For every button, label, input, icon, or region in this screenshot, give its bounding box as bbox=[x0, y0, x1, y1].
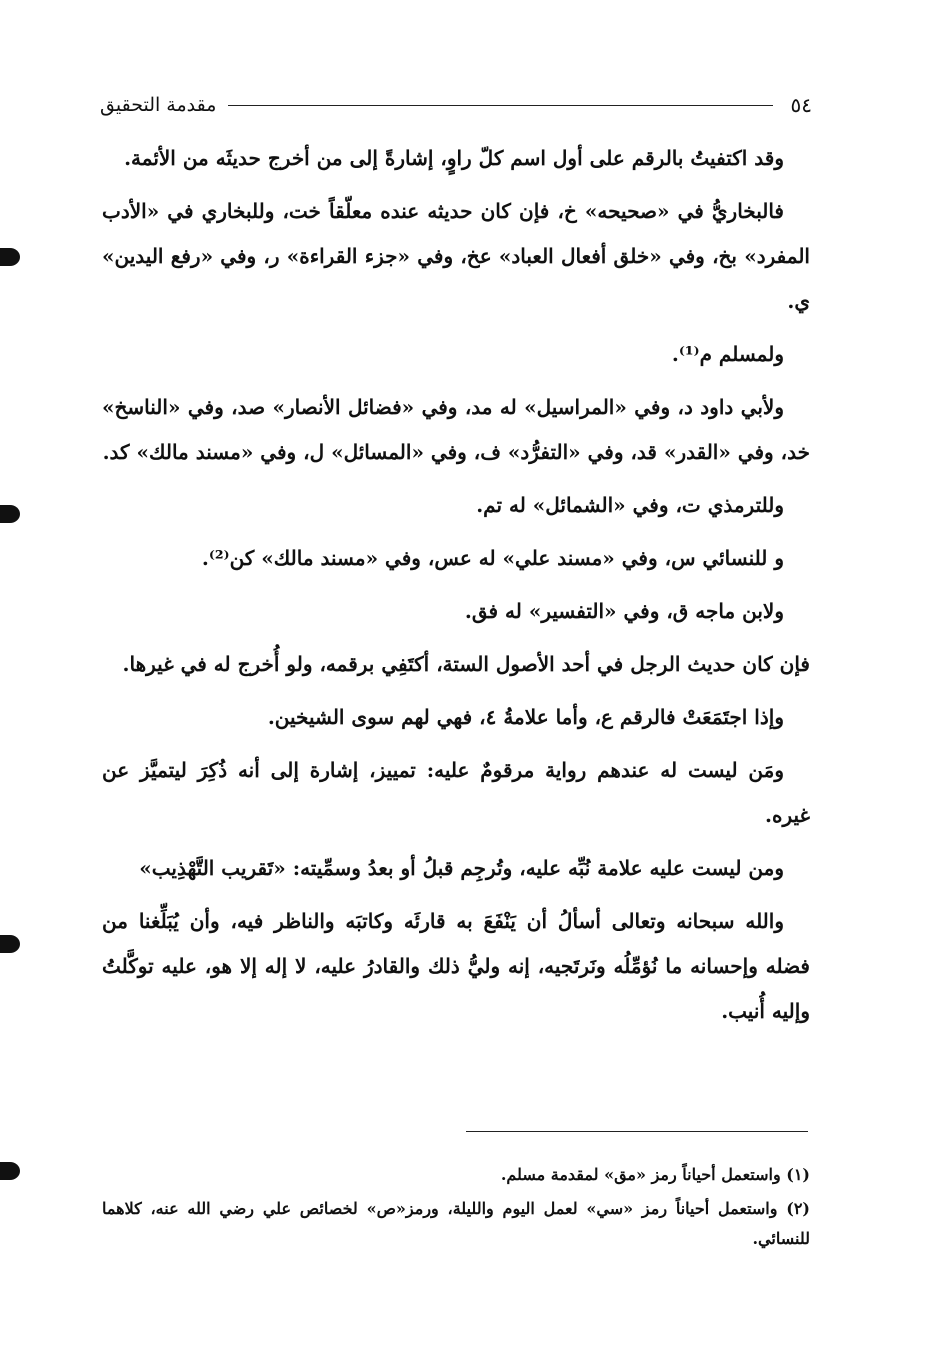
paragraph: فإن كان حديث الرجل في أحد الأصول الستة، أكتَفِي برقمه، ولو أُخرج له في غيرها. bbox=[122, 652, 810, 676]
paragraph: فالبخاريُّ في «صحيحه» خ، فإن كان حديثه عنده معلّقاً خت، وللبخاري في «الأدب المفرد» بخ، وفي «خلق أفعال العباد» عخ، وفي «جزء القراءة» ر، وفي «رفع اليدين» ي. bbox=[102, 199, 810, 313]
paragraph: ولأبي داود د، وفي «المراسيل» له مد، وفي «فضائل الأنصار» صد، وفي «الناسخ» خد، وفي «القدر» قد، وفي «التفرُّد» ف، وفي «المسائل» ل، وفي «مسند مالك» كد. bbox=[102, 395, 810, 464]
paragraph: و للنسائي س، وفي «مسند علي» له عس، وفي «مسند مالك» كن⁽²⁾. bbox=[201, 546, 784, 570]
binding-hole-mark bbox=[0, 248, 20, 266]
footnote: (١) واستعمل أحياناً رمز «مق» لمقدمة مسلم. bbox=[500, 1165, 810, 1184]
paragraph: وإذا اجتَمَعَتْ فالرقم ع، وأما علامةُ ٤، فهي لهم سوى الشيخين. bbox=[267, 705, 784, 729]
paragraph: والله سبحانه وتعالى أسألُ أن يَنْفَعَ به قارئَه وكاتبَه والناظر فيه، وأن يُبَلِّغنا من فضله وإحسانه ما نُؤمِّلُه ونَرتَجيه، إنه وليُّ ذلك والقادرُ عليه، لا إله إلا هو، عليه توكَّلتُ وإليه أُنيب. bbox=[102, 909, 810, 1023]
footnotes bbox=[102, 1160, 810, 1258]
paragraph: ولمسلم م⁽¹⁾. bbox=[671, 342, 784, 366]
footnote: (٢) واستعمل أحياناً رمز «سي» لعمل اليوم والليلة، ورمز«ص» لخصائص علي رضي الله عنه، كلاهما للنسائي. bbox=[102, 1199, 810, 1248]
page-number: ٥٤ bbox=[790, 93, 812, 117]
page-header bbox=[100, 88, 812, 122]
main-text bbox=[102, 136, 810, 1042]
binding-hole-mark bbox=[0, 1162, 20, 1180]
binding-hole-mark bbox=[0, 935, 20, 953]
paragraph: ومن ليست عليه علامة نُبِّه عليه، وتُرجِم قبلُ أو بعدُ وسمِّيته: «تَقريب التَّهْذِيب» bbox=[139, 856, 784, 880]
paragraph: ولابن ماجه ق، وفي «التفسير» له فق. bbox=[464, 599, 784, 623]
paragraph: وللترمذي ت، وفي «الشمائل» له تم. bbox=[476, 493, 784, 517]
footnote-separator bbox=[466, 1131, 808, 1132]
paragraph: ومَن ليست له عندهم رواية مرقومٌ عليه: تمييز، إشارة إلى أنه ذُكِرَ ليتميَّز عن غيره. bbox=[102, 758, 810, 827]
running-title: مقدمة التحقيق bbox=[100, 94, 217, 116]
header-rule bbox=[228, 105, 772, 106]
binding-hole-mark bbox=[0, 505, 20, 523]
paragraph: وقد اكتفيتُ بالرقم على أول اسم كلّ راوٍ، إشارةً إلى من أخرج حديثَه من الأئمة. bbox=[124, 146, 784, 170]
